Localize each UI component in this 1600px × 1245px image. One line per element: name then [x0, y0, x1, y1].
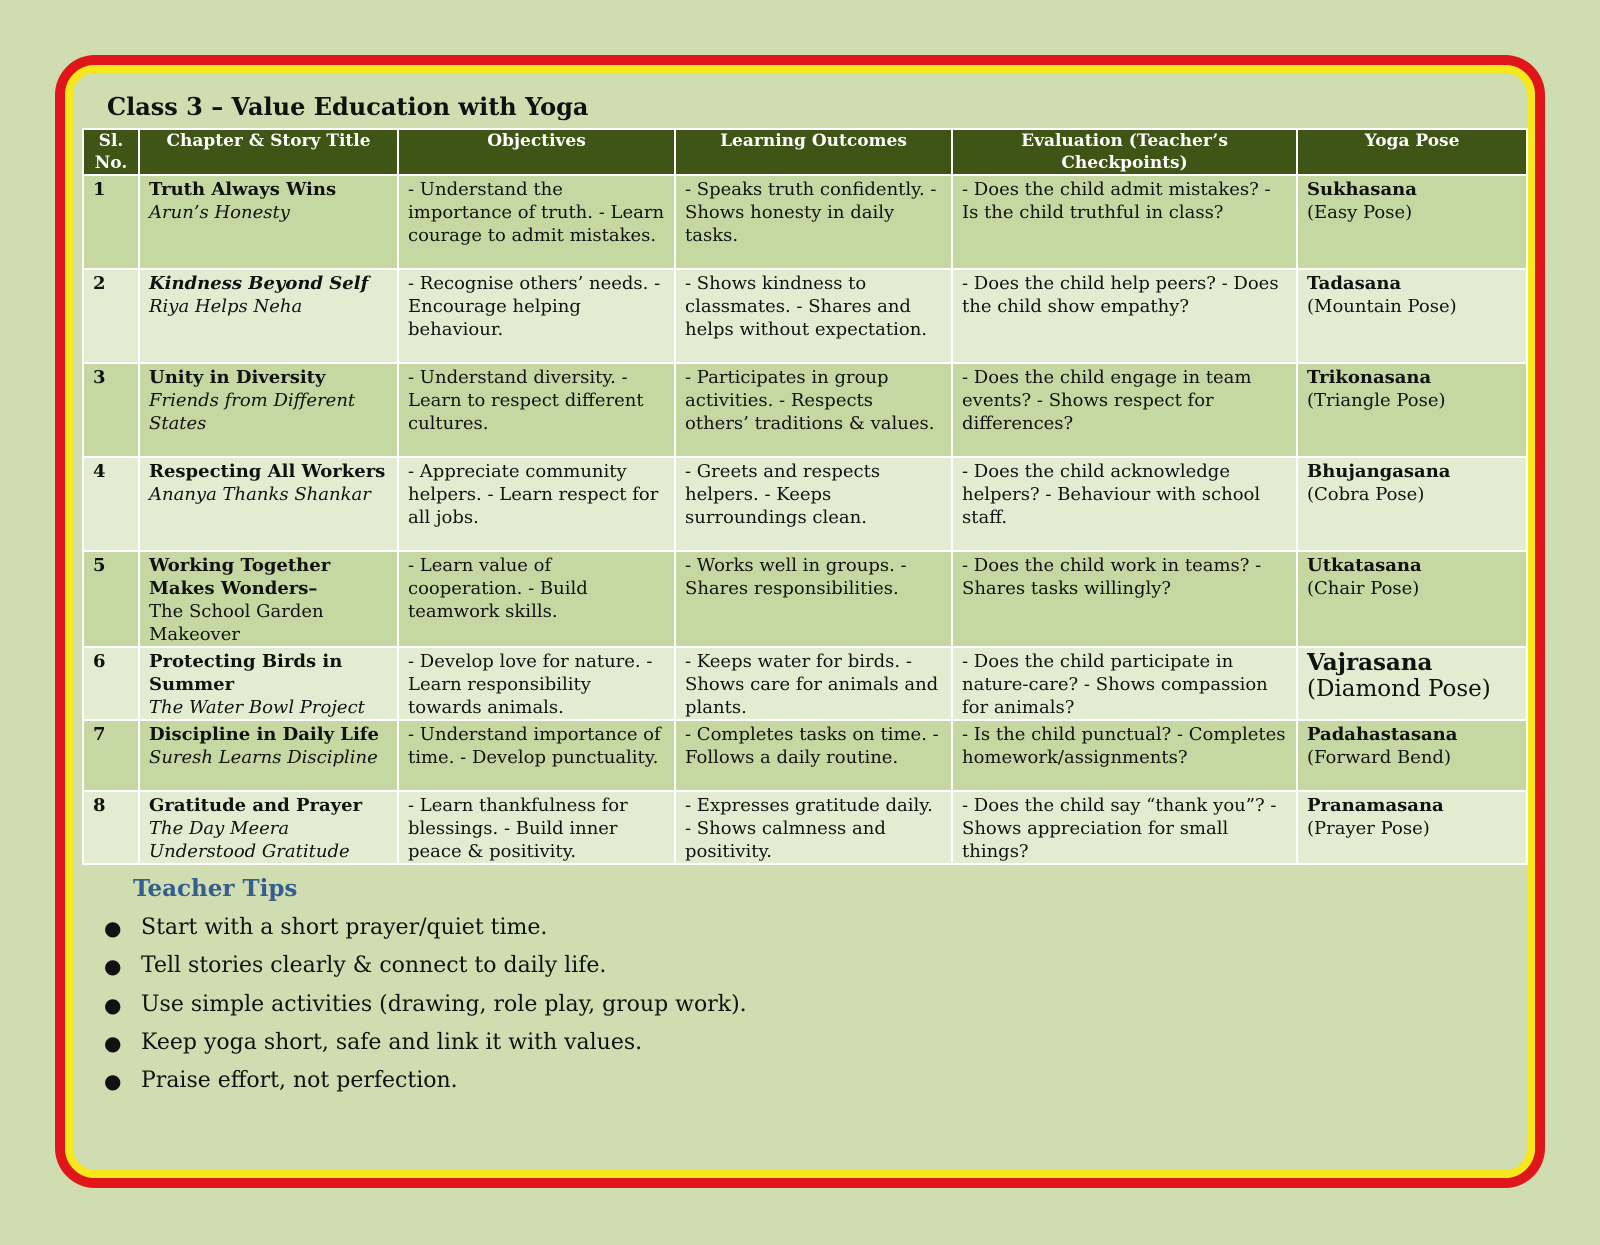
outcomes-cell: - Participates in group activities. - Respects others’ traditions & values. [675, 363, 952, 457]
outcomes-cell: - Shows kindness to classmates. - Shares and helps without expectation. [675, 269, 952, 363]
pose-name: Bhujangasana [1307, 461, 1451, 482]
pose-cell [1297, 175, 1527, 269]
pose-cell [1297, 363, 1527, 457]
row-number: 6 [83, 647, 139, 720]
tip-item [104, 1027, 747, 1065]
page-title: Class 3 – Value Education with Yoga [107, 92, 589, 121]
pose-name: Tadasana [1307, 273, 1402, 294]
row-number: 1 [83, 175, 139, 269]
pose-english: (Prayer Pose) [1307, 818, 1430, 839]
outcomes-cell: - Speaks truth confidently. - Shows honesty in daily tasks. [675, 175, 952, 269]
pose-cell [1297, 791, 1527, 864]
objectives-cell: - Understand importance of time. - Develop punctuality. [398, 720, 675, 791]
pose-cell [1297, 551, 1527, 647]
table-row [83, 175, 1527, 269]
table-row [83, 720, 1527, 791]
chapter-cell [139, 457, 398, 551]
row-number: 3 [83, 363, 139, 457]
tip-text: Start with a short prayer/quiet time. [141, 915, 548, 940]
table-row [83, 457, 1527, 551]
evaluation-cell: - Does the child work in teams? - Shares tasks willingly? [952, 551, 1297, 647]
pose-cell [1297, 457, 1527, 551]
chapter-title: Discipline in Daily Life [149, 724, 380, 745]
chapter-title: Unity in Diversity [149, 367, 326, 388]
objectives-cell: - Recognise others’ needs. - Encourage helping behaviour. [398, 269, 675, 363]
pose-name: Utkatasana [1307, 555, 1422, 576]
pose-english: (Easy Pose) [1307, 202, 1413, 223]
outcomes-cell: - Expresses gratitude daily. - Shows calmness and positivity. [675, 791, 952, 864]
tip-item [104, 1065, 747, 1103]
table-row [83, 363, 1527, 457]
pose-name: Sukhasana [1307, 179, 1417, 200]
pose-english: (Mountain Pose) [1307, 296, 1457, 317]
pose-english: (Cobra Pose) [1307, 484, 1425, 505]
chapter-title: Kindness Beyond Self [149, 273, 369, 294]
bullet-icon: ● [104, 916, 122, 940]
chapter-cell [139, 551, 398, 647]
evaluation-cell: - Does the child acknowledge helpers? - Behaviour with school staff. [952, 457, 1297, 551]
evaluation-cell: - Does the child say “thank you”? - Shows appreciation for small things? [952, 791, 1297, 864]
row-number: 2 [83, 269, 139, 363]
table-row [83, 269, 1527, 363]
tip-text: Keep yoga short, safe and link it with values. [141, 1029, 643, 1055]
chapter-title: Truth Always Wins [149, 179, 337, 200]
pose-name: Padahastasana [1307, 724, 1458, 745]
evaluation-cell: - Does the child participate in nature-care? - Shows compassion for animals? [952, 647, 1297, 720]
pose-cell [1297, 269, 1527, 363]
pose-cell [1297, 647, 1527, 720]
table-header-row [83, 129, 1527, 175]
header-sl-no: Sl. No. [83, 129, 139, 175]
header-chapter: Chapter & Story Title [139, 129, 398, 175]
chapter-cell [139, 720, 398, 791]
objectives-cell: - Understand the importance of truth. - Learn courage to admit mistakes. [398, 175, 675, 269]
bullet-icon: ● [104, 992, 122, 1017]
pose-english: (Triangle Pose) [1307, 390, 1446, 411]
tip-item [104, 912, 747, 950]
pose-english: (Forward Bend) [1307, 747, 1451, 768]
header-objectives: Objectives [398, 129, 675, 175]
story-title: Riya Helps Neha [149, 296, 303, 317]
story-title: Ananya Thanks Shankar [149, 484, 371, 505]
chapter-title: Working Together Makes Wonders– [149, 555, 331, 599]
story-title: Suresh Learns Discipline [149, 747, 378, 768]
objectives-cell: - Learn thankfulness for blessings. - Build inner peace & positivity. [398, 791, 675, 864]
table-row [83, 791, 1527, 864]
chapter-cell [139, 791, 398, 864]
evaluation-cell: - Is the child punctual? - Completes homework/assignments? [952, 720, 1297, 791]
evaluation-cell: - Does the child engage in team events? - Shows respect for differences? [952, 363, 1297, 457]
row-number: 5 [83, 551, 139, 647]
chapter-cell [139, 269, 398, 363]
story-title: The School Garden Makeover [149, 601, 324, 645]
tip-text: Praise effort, not perfection. [141, 1068, 458, 1094]
bullet-icon: ● [104, 1069, 122, 1094]
header-learning-outcomes: Learning Outcomes [675, 129, 952, 175]
bullet-icon: ● [104, 954, 122, 979]
chapter-title: Protecting Birds in Summer [149, 651, 343, 695]
bullet-icon: ● [104, 1030, 122, 1055]
pose-english: (Diamond Pose) [1307, 676, 1491, 702]
chapter-title: Respecting All Workers [149, 461, 386, 482]
story-title: The Day Meera Understood Gratitude [149, 818, 350, 862]
chapter-cell [139, 363, 398, 457]
evaluation-cell: - Does the child admit mistakes? - Is the child truthful in class? [952, 175, 1297, 269]
tip-text: Use simple activities (drawing, role play, group work). [141, 991, 747, 1017]
pose-name: Trikonasana [1307, 367, 1432, 388]
outcomes-cell: - Keeps water for birds. - Shows care for animals and plants. [675, 647, 952, 720]
story-title: The Water Bowl Project [149, 697, 365, 718]
chapter-title: Gratitude and Prayer [149, 795, 363, 816]
row-number: 4 [83, 457, 139, 551]
chapter-cell [139, 647, 398, 720]
objectives-cell: - Understand diversity. - Learn to respect different cultures. [398, 363, 675, 457]
value-education-table [82, 128, 1528, 865]
pose-name: Pranamasana [1307, 795, 1444, 816]
teacher-tips-list [104, 912, 747, 1103]
pose-name: Vajrasana [1307, 649, 1433, 676]
story-title: Arun’s Honesty [149, 202, 290, 223]
objectives-cell: - Appreciate community helpers. - Learn respect for all jobs. [398, 457, 675, 551]
row-number: 7 [83, 720, 139, 791]
pose-cell [1297, 720, 1527, 791]
outcomes-cell: - Greets and respects helpers. - Keeps surroundings clean. [675, 457, 952, 551]
tip-item [104, 950, 747, 988]
header-yoga-pose: Yoga Pose [1297, 129, 1527, 175]
table-row [83, 647, 1527, 720]
tip-text: Tell stories clearly & connect to daily life. [141, 953, 607, 979]
chapter-cell [139, 175, 398, 269]
table-row [83, 551, 1527, 647]
teacher-tips-heading: Teacher Tips [133, 875, 298, 902]
tip-item [104, 989, 747, 1027]
pose-english: (Chair Pose) [1307, 578, 1420, 599]
objectives-cell: - Learn value of cooperation. - Build teamwork skills. [398, 551, 675, 647]
row-number: 8 [83, 791, 139, 864]
evaluation-cell: - Does the child help peers? - Does the child show empathy? [952, 269, 1297, 363]
header-evaluation: Evaluation (Teacher’s Checkpoints) [952, 129, 1297, 175]
objectives-cell: - Develop love for nature. - Learn responsibility towards animals. [398, 647, 675, 720]
outcomes-cell: - Completes tasks on time. - Follows a daily routine. [675, 720, 952, 791]
outcomes-cell: - Works well in groups. - Shares responsibilities. [675, 551, 952, 647]
story-title: Friends from Different States [149, 390, 356, 434]
